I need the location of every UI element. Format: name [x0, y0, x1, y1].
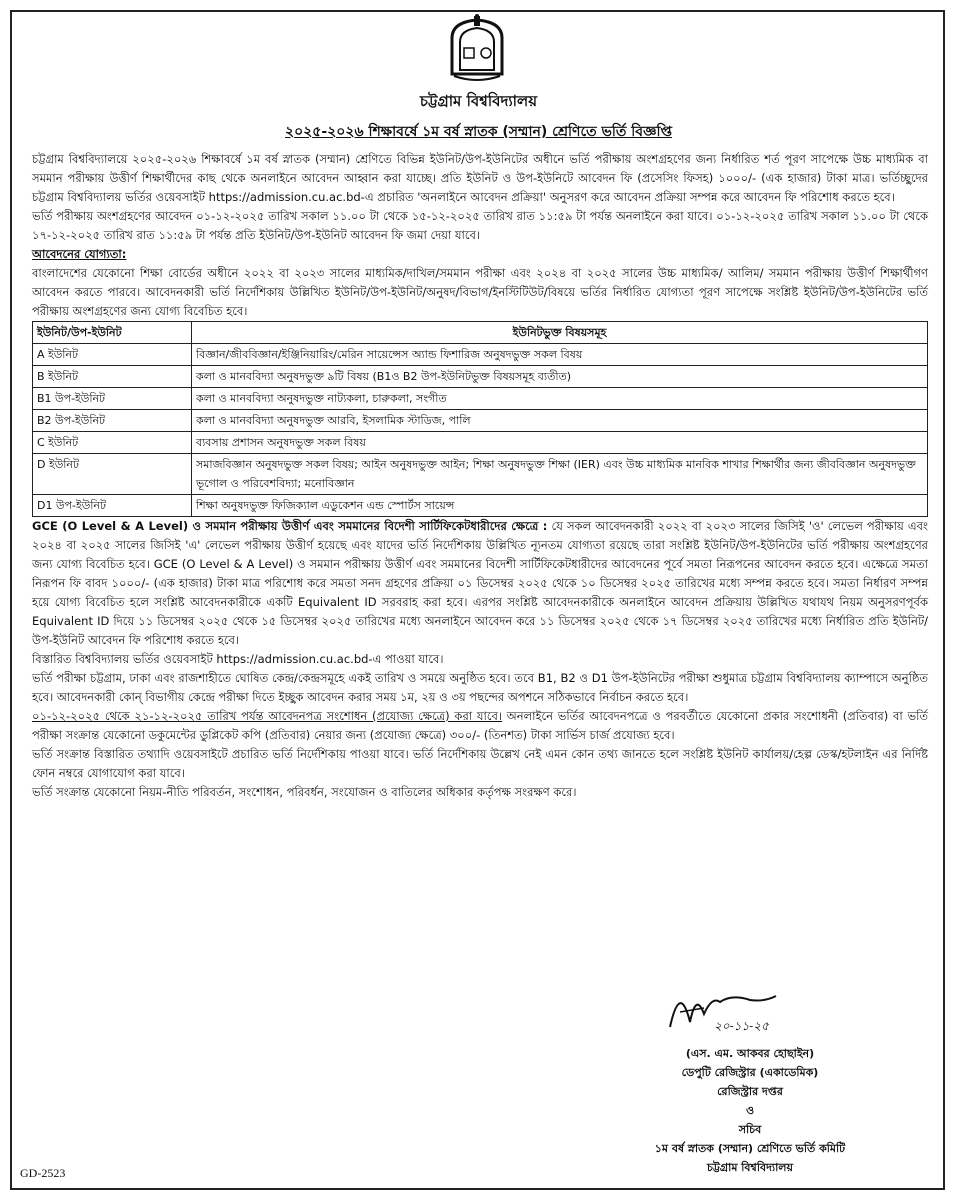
- correction-dates: ০১-১২-২০২৫ থেকে ২১-১২-২০২৫ তারিখ পর্যন্ত আবেদনপত্র সংশোধন (প্রযোজ্য ক্ষেত্রে) করা যাবে।: [32, 709, 503, 723]
- signatory-university: চট্টগ্রাম বিশ্ববিদ্যালয়: [707, 1161, 793, 1174]
- notice-title: ২০২৫-২০২৬ শিক্ষাবর্ষে ১ম বর্ষ স্নাতক (সম্মান) শ্রেণিতে ভর্তি বিজ্ঞপ্তি: [285, 124, 672, 140]
- eligibility-text: বাংলাদেশের যেকোনো শিক্ষা বোর্ডের অধীনে ২০২২ বা ২০২৩ সালের মাধ্যমিক/দাখিল/সমমান পরীক্ষা এবং ২০২৪ বা ২০২৫ সালের উচ্চ মাধ্যমিক/ আলিম/ সমমান পরীক্ষায় উত্তীর্ণ শিক্ষার্থীগণ আবেদন করতে পারবে। আবেদনকারী ভর্তি নির্দেশিকায় উল্লিখিত ইউনিট/উপ-ইউনিট/অনুষদ/বিভাগ/ইনস্টিটিউট/বিষয়ে ভর্তির নির্ধারিত যোগ্যতা পূরণ সাপেক্ষে সংশ্লিষ্ট ইউনিট/উপ-ইউনিটের ভর্তি পরীক্ষায় অংশগ্রহণের জন্য যোগ্য বিবেচিত হবে।: [32, 266, 928, 318]
- table-row: [33, 344, 928, 366]
- table-row: [33, 410, 928, 432]
- table-row: [33, 454, 928, 495]
- table-header-row: [33, 322, 928, 344]
- gce-text: যে সকল আবেদনকারী ২০২২ বা ২০২৩ সালের জিসিই 'ও' লেভেল পরীক্ষায় এবং ২০২৪ বা ২০২৫ সালের জিসিই 'এ' লেভেল পরীক্ষায় উত্তীর্ণ হয়েছে এবং যাদের ভর্তি নির্দেশিকায় উল্লিখিত ন্যূনতম যোগ্যতা রয়েছে তারা সংশ্লিষ্ট ইউনিট/উপ-ইউনিটের ভর্তি পরীক্ষায় অংশগ্রহণের জন্য যোগ্য বিবেচিত হবে। GCE (O Level & A Level) ও সমমান পরীক্ষায় উত্তীর্ণ এবং সমমানের বিদেশী সার্টিফিকেটধারীদের আবেদনের পূর্বে সমতা নিরূপনের আবেদন করতে হবে। এক্ষেত্রে সমতা নিরূপন ফি বাবদ ১০০০/- (এক হাজার) টাকা মাত্র পরিশোধ করে সমতা সনদ গ্রহণের প্রক্রিয়া ০১ ডিসেম্বর ২০২৫ থেকে ১০ ডিসেম্বর ২০২৫ তারিখের মধ্যে সম্পন্ন করতে হবে। সমতা নির্ধারণ সম্পন্ন হয়ে যোগ্য বিবেচিত হলে সংশ্লিষ্ট আবেদনকারীকে একটি Equivalent ID সরবরাহ করা হবে। এরপর সংশ্লিষ্ট আবেদনকারীকে অনলাইনে আবেদন প্রক্রিয়ায় উল্লিখিত যথাযথ নিয়ম অনুসরণপূর্বক Equivalent ID দিয়ে ১১ ডিসেম্বর ২০২৫ থেকে ১৫ ডিসেম্বর ২০২৫ তারিখের মধ্যে অনলাইনে আবেদন করে ১১ ডিসেম্বর ২০২৫ থেকে ১৭ ডিসেম্বর ২০২৫ তারিখের মধ্যে নির্ধারিত প্রতি ইউনিট/উপ-ইউনিট আবেদন ফি পরিশোধ করতে হবে।: [32, 519, 928, 647]
- rights-paragraph: ভর্তি সংক্রান্ত যেকোনো নিয়ম-নীতি পরিবর্তন, সংশোধন, পরিবর্ধন, সংযোজন ও বাতিলের অধিকার কর্তৃপক্ষ সংরক্ষণ করে।: [32, 785, 577, 799]
- table-row: [33, 432, 928, 454]
- gce-lead: GCE (O Level & A Level) ও সমমান পরীক্ষায় উত্তীর্ণ এবং সমমানের বিদেশী সার্টিফিকেটধারীদের ক্ষেত্রে :: [32, 519, 548, 533]
- info-paragraph: ভর্তি সংক্রান্ত বিস্তারিত তথ্যাদি ওয়েবসাইটে প্রচারিত ভর্তি নির্দেশিকায় পাওয়া যাবে। ভর্তি নির্দেশিকায় উল্লেখ নেই এমন কোন তথ্য জানতে হলে সংশ্লিষ্ট ইউনিট কার্যালয়/হেল্প ডেস্ক/হটলাইন এর নির্দিষ্ট ফোন নম্বরে যোগাযোগ করা যাবে।: [32, 747, 928, 780]
- table-row: [33, 366, 928, 388]
- subjects-cell: কলা ও মানববিদ্যা অনুষদভুক্ত ৯টি বিষয় (B1ও B2 উপ-ইউনিটভুক্ত বিষয়সমূহ ব্যতীত): [192, 366, 928, 388]
- signatory-and: ও: [745, 1104, 755, 1117]
- unit-cell: D ইউনিট: [33, 454, 192, 495]
- unit-cell: C ইউনিট: [33, 432, 192, 454]
- units-table: [32, 321, 928, 517]
- eligibility-heading: আবেদনের যোগ্যতা:: [32, 247, 127, 261]
- unit-cell: B ইউনিট: [33, 366, 192, 388]
- signatory-name: (এস. এম. আকবর হোছাইন): [685, 1047, 815, 1060]
- subjects-cell: কলা ও মানববিদ্যা অনুষদভুক্ত আরবি, ইসলামিক স্টাডিজ, পালি: [192, 410, 928, 432]
- table-row: [33, 495, 928, 517]
- exam-centers-paragraph: ভর্তি পরীক্ষা চট্টগ্রাম, ঢাকা এবং রাজশাহীতে ঘোষিত কেন্দ্র/কেন্দ্রসমূহে একই তারিখ ও সময়ে অনুষ্ঠিত হবে। তবে B1, B2 ও D1 উপ-ইউনিটের পরীক্ষা শুধুমাত্র চট্টগ্রাম বিশ্ববিদ্যালয় ক্যাম্পাসে অনুষ্ঠিত হবে। আবেদনকারী কোন্ বিভাগীয় কেন্দ্রে পরীক্ষা দিতে ইচ্ছুক আবেদন করার সময় ১ম, ২য় ও ৩য় পছন্দের অপশনে সঠিকভাবে নির্বাচন করতে হবে।: [32, 671, 928, 704]
- signatory-secretary: সচিব: [738, 1123, 762, 1136]
- document-code: GD-2523: [20, 1166, 66, 1180]
- unit-cell: D1 উপ-ইউনিট: [33, 495, 192, 517]
- university-seal-logo: [444, 14, 510, 84]
- correction-paragraph: [32, 707, 928, 745]
- correction-text: অনলাইনে ভর্তির আবেদনপত্রে ও পরবর্তীতে যেকোনো প্রকার সংশোধনী (প্রতিবার) বা ভর্তি পরীক্ষা সংক্রান্ত যেকোনো ডকুমেন্টের ডুপ্লিকেট কপি (প্রতিবার) নেয়ার জন্য (প্রযোজ্য ক্ষেত্রে) ৩০০/- (তিনশত) টাকা সার্ভিস চার্জ প্রযোজ্য হবে।: [32, 709, 929, 742]
- subjects-cell: সমাজবিজ্ঞান অনুষদভুক্ত সকল বিষয়; আইন অনুষদভুক্ত আইন; শিক্ষা অনুষদভুক্ত শিক্ষা (IER) এবং উচ্চ মাধ্যমিক মানবিক শাখার শিক্ষার্থীর জন্য জীববিজ্ঞান অনুষদভুক্ত ভূগোল ও পরিবেশবিদ্যা; মনোবিজ্ঞান: [192, 454, 928, 495]
- signatory-designation: ডেপুটি রেজিস্ট্রার (একাডেমিক): [681, 1066, 819, 1079]
- signatory-office: রেজিস্ট্রার দপ্তর: [717, 1085, 783, 1098]
- website-line: বিস্তারিত বিশ্ববিদ্যালয় ভর্তির ওয়েবসাইট https://admission.cu.ac.bd-এ পাওয়া যাবে।: [32, 652, 444, 666]
- application-dates: ভর্তি পরীক্ষায় অংশগ্রহণের আবেদন ০১-১২-২০২৫ তারিখ সকাল ১১.০০ টা থেকে ১৫-১২-২০২৫ তারিখ রাত ১১:৫৯ টা পর্যন্ত অনলাইনে করা যাবে। ০১-১২-২০২৫ তারিখ সকাল ১১.০০ টা থেকে ১৭-১২-২০২৫ তারিখ রাত ১১:৫৯ টা পর্যন্ত প্রতি ইউনিট/উপ-ইউনিট আবেদন ফি জমা দেয়া যাবে।: [32, 209, 928, 242]
- table-header-subjects: ইউনিটভুক্ত বিষয়সমূহ: [192, 322, 928, 344]
- unit-cell: B2 উপ-ইউনিট: [33, 410, 192, 432]
- gce-paragraph: [32, 517, 928, 650]
- signatory-block: [620, 1044, 880, 1177]
- subjects-cell: ব্যবসায় প্রশাসন অনুষদভুক্ত সকল বিষয়: [192, 432, 928, 454]
- unit-cell: A ইউনিট: [33, 344, 192, 366]
- intro-paragraph: চট্টগ্রাম বিশ্ববিদ্যালয়ে ২০২৫-২০২৬ শিক্ষাবর্ষে ১ম বর্ষ স্নাতক (সম্মান) শ্রেণিতে বিভিন্ন ইউনিট/উপ-ইউনিটের অধীনে ভর্তি পরীক্ষায় অংশগ্রহণের জন্য নির্ধারিত শর্ত পূরণ সাপেক্ষে উচ্চ মাধ্যমিক বা সমমান পরীক্ষায় উত্তীর্ণ শিক্ষার্থীদের কাছ থেকে অনলাইনে আবেদন আহ্বান করা যাচ্ছে। প্রতি ইউনিট ও উপ-ইউনিটে আবেদন ফি (প্রসেসিং ফিসহ) ১০০০/- (এক হাজার) টাকা মাত্র। ভর্তিচ্ছুদের চট্টগ্রাম বিশ্ববিদ্যালয় ভর্তির ওয়েবসাইট https://admission.cu.ac.bd-এ প্রচারিত 'অনলাইনে আবেদন প্রক্রিয়া' অনুসরণ করে আবেদন প্রক্রিয়া সম্পন্ন করে আবেদন ফি পরিশোধ করতে হবে।: [32, 152, 928, 204]
- subjects-cell: শিক্ষা অনুষদভুক্ত ফিজিক্যাল এডুকেশন এন্ড স্পোর্টস সায়েন্স: [192, 495, 928, 517]
- signature-date: ২০-১১-২৫: [714, 1019, 769, 1033]
- subjects-cell: বিজ্ঞান/জীববিজ্ঞান/ইঞ্জিনিয়ারিং/মেরিন সায়েন্সেস অ্যান্ড ফিশারিজ অনুষদভুক্ত সকল বিষয়: [192, 344, 928, 366]
- table-row: [33, 388, 928, 410]
- unit-cell: B1 উপ-ইউনিট: [33, 388, 192, 410]
- subjects-cell: কলা ও মানববিদ্যা অনুষদভুক্ত নাট্যকলা, চারুকলা, সংগীত: [192, 388, 928, 410]
- notice-body: [32, 150, 928, 802]
- university-name: চট্টগ্রাম বিশ্ববিদ্যালয়: [419, 92, 538, 110]
- table-header-unit: ইউনিট/উপ-ইউনিট: [33, 322, 192, 344]
- signatory-committee: ১ম বর্ষ স্নাতক (সম্মান) শ্রেণিতে ভর্তি কমিটি: [654, 1142, 846, 1155]
